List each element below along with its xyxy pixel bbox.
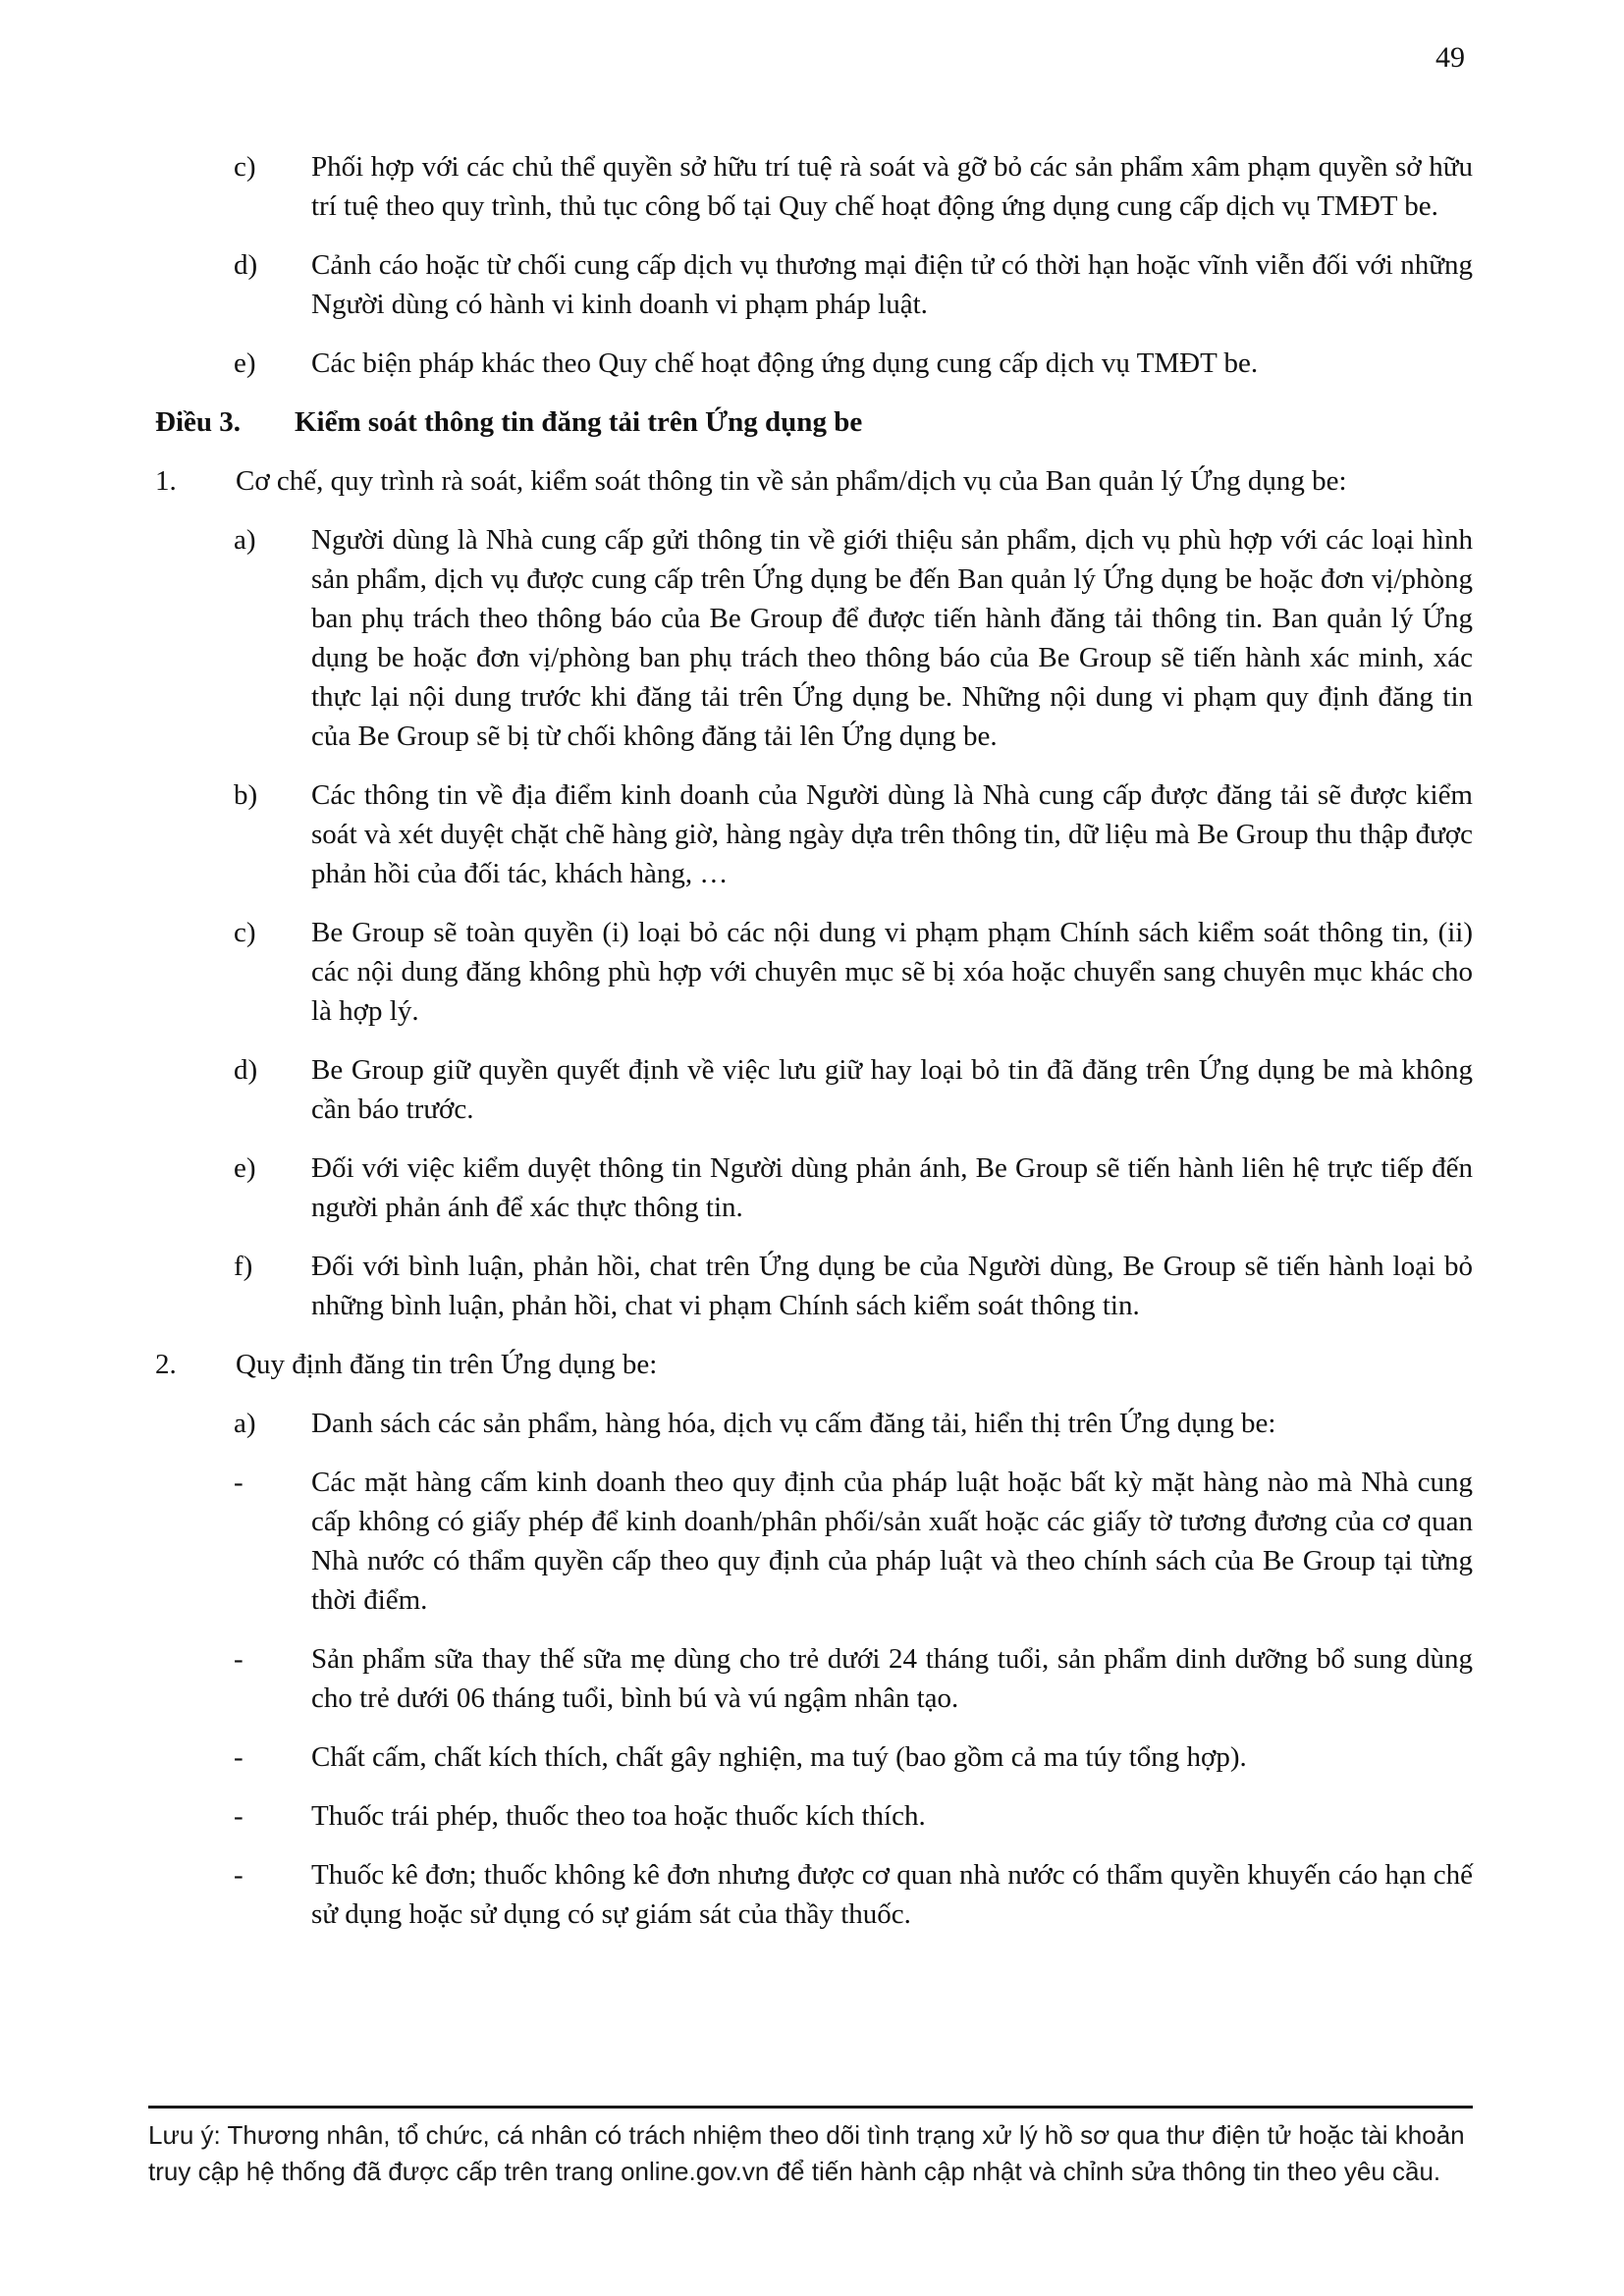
list-item-text: Đối với bình luận, phản hồi, chat trên Ứng dụng be của Người dùng, Be Group sẽ tiến hành loại bỏ những bình luận, phản hồi, chat vi phạm Chính sách kiểm soát thông tin. (311, 1251, 1473, 1321)
list-item-text: Các mặt hàng cấm kinh doanh theo quy định của pháp luật hoặc bất kỳ mặt hàng nào mà Nhà cung cấp không có giấy phép để kinh doanh/phân phối/sản xuất hoặc các giấy tờ tương đương của cơ quan Nhà nước có thẩm quyền cấp theo quy định của pháp luật và theo chính sách của Be Group tại từng thời điểm. (311, 1467, 1473, 1616)
list-item-text: Người dùng là Nhà cung cấp gửi thông tin về giới thiệu sản phẩm, dịch vụ phù hợp với các loại hình sản phẩm, dịch vụ được cung cấp trên Ứng dụng be đến Ban quản lý Ứng dụng be hoặc đơn vị/phòng ban phụ trách theo thông báo của Be Group để được tiến hành đăng tải thông tin. Ban quản lý Ứng dụng be hoặc đơn vị/phòng ban phụ trách theo thông báo của Be Group sẽ tiến hành xác minh, xác thực lại nội dung trước khi đăng tải trên Ứng dụng be. Những nội dung vi phạm quy định đăng tin của Be Group sẽ bị từ chối không đăng tải lên Ứng dụng be. (311, 524, 1473, 752)
list-item-text: Danh sách các sản phẩm, hàng hóa, dịch vụ cấm đăng tải, hiển thị trên Ứng dụng be: (311, 1408, 1276, 1439)
list-item (234, 520, 1473, 756)
list-item-text: Thuốc kê đơn; thuốc không kê đơn nhưng được cơ quan nhà nước có thẩm quyền khuyến cáo hạn chế sử dụng hoặc sử dụng có sự giám sát của thầy thuốc. (311, 1859, 1473, 1930)
section-2-intro (155, 1345, 1473, 1384)
list-marker: a) (234, 524, 256, 556)
document-content (155, 147, 1473, 1953)
list-item-text: Sản phẩm sữa thay thế sữa mẹ dùng cho trẻ dưới 24 tháng tuổi, sản phẩm dinh dưỡng bổ sung dùng cho trẻ dưới 06 tháng tuổi, bình bú và vú ngậm nhân tạo. (311, 1643, 1473, 1714)
list-item-text: Thuốc trái phép, thuốc theo toa hoặc thuốc kích thích. (311, 1800, 926, 1832)
list-item (234, 1148, 1473, 1227)
footer-note-text: Lưu ý: Thương nhân, tổ chức, cá nhân có trách nhiệm theo dõi tình trạng xử lý hồ sơ qua thư điện tử hoặc tài khoản truy cập hệ thống đã được cấp trên trang online.gov.vn để tiến hành cập nhật và chỉnh sửa thông tin theo yêu cầu. (148, 2120, 1465, 2186)
list-item-text: Be Group giữ quyền quyết định về việc lưu giữ hay loại bỏ tin đã đăng trên Ứng dụng be mà không cần báo trước. (311, 1054, 1473, 1125)
list-item-text: Các biện pháp khác theo Quy chế hoạt động ứng dụng cung cấp dịch vụ TMĐT be. (311, 347, 1259, 379)
list-marker: - (234, 1800, 244, 1832)
list-marker: - (234, 1859, 244, 1891)
list-marker: - (234, 1467, 244, 1498)
list-item-text: Phối hợp với các chủ thể quyền sở hữu trí tuệ rà soát và gỡ bỏ các sản phẩm xâm phạm quyền sở hữu trí tuệ theo quy trình, thủ tục công bố tại Quy chế hoạt động ứng dụng cung cấp dịch vụ TMĐT be. (311, 151, 1473, 222)
list-marker: d) (234, 249, 258, 281)
list-marker: b) (234, 779, 258, 811)
list-marker: 2. (155, 1349, 177, 1380)
list-item (234, 147, 1473, 226)
section-heading (155, 402, 1473, 442)
list-item (234, 775, 1473, 893)
list-marker: e) (234, 1152, 256, 1184)
list-item-text: Đối với việc kiểm duyệt thông tin Người dùng phản ánh, Be Group sẽ tiến hành liên hệ trực tiếp đến người phản ánh để xác thực thông tin. (311, 1152, 1473, 1223)
list-marker: f) (234, 1251, 253, 1282)
list-marker: - (234, 1741, 244, 1773)
list-marker: c) (234, 151, 256, 183)
list-item (234, 1737, 1473, 1777)
list-item (234, 245, 1473, 324)
list-item (234, 1404, 1473, 1443)
list-marker: e) (234, 347, 256, 379)
list-marker: - (234, 1643, 244, 1675)
section-1-intro (155, 461, 1473, 501)
list-item-text: Các thông tin về địa điểm kinh doanh của Người dùng là Nhà cung cấp được đăng tải sẽ được kiểm soát và xét duyệt chặt chẽ hàng giờ, hàng ngày dựa trên thông tin, dữ liệu mà Be Group thu thập được phản hồi của đối tác, khách hàng, … (311, 779, 1473, 889)
list-item-text: Quy định đăng tin trên Ứng dụng be: (236, 1349, 658, 1380)
list-item-text: Chất cấm, chất kích thích, chất gây nghiện, ma tuý (bao gồm cả ma túy tổng hợp). (311, 1741, 1247, 1773)
list-item-text: Be Group sẽ toàn quyền (i) loại bỏ các nội dung vi phạm phạm Chính sách kiểm soát thông tin, (ii) các nội dung đăng không phù hợp với chuyên mục sẽ bị xóa hoặc chuyển sang chuyên mục khác cho là hợp lý. (311, 917, 1473, 1027)
list-item (234, 1247, 1473, 1325)
list-item (234, 1639, 1473, 1718)
section-heading-number: Điều 3. (155, 406, 241, 438)
list-item-text: Cảnh cáo hoặc từ chối cung cấp dịch vụ thương mại điện tử có thời hạn hoặc vĩnh viễn đối với những Người dùng có hành vi kinh doanh vi phạm pháp luật. (311, 249, 1473, 320)
list-item (234, 1050, 1473, 1129)
list-item (234, 344, 1473, 383)
list-marker: 1. (155, 465, 177, 497)
section-heading-title: Kiểm soát thông tin đăng tải trên Ứng dụng be (295, 406, 863, 438)
list-item (234, 913, 1473, 1031)
page-number: 49 (1435, 41, 1465, 74)
list-item (234, 1855, 1473, 1934)
list-marker: a) (234, 1408, 256, 1439)
list-marker: c) (234, 917, 256, 948)
list-marker: d) (234, 1054, 258, 1086)
list-item (234, 1796, 1473, 1836)
list-item (234, 1463, 1473, 1620)
list-item-text: Cơ chế, quy trình rà soát, kiểm soát thông tin về sản phẩm/dịch vụ của Ban quản lý Ứng dụng be: (236, 465, 1347, 497)
footer-note (148, 2106, 1473, 2190)
